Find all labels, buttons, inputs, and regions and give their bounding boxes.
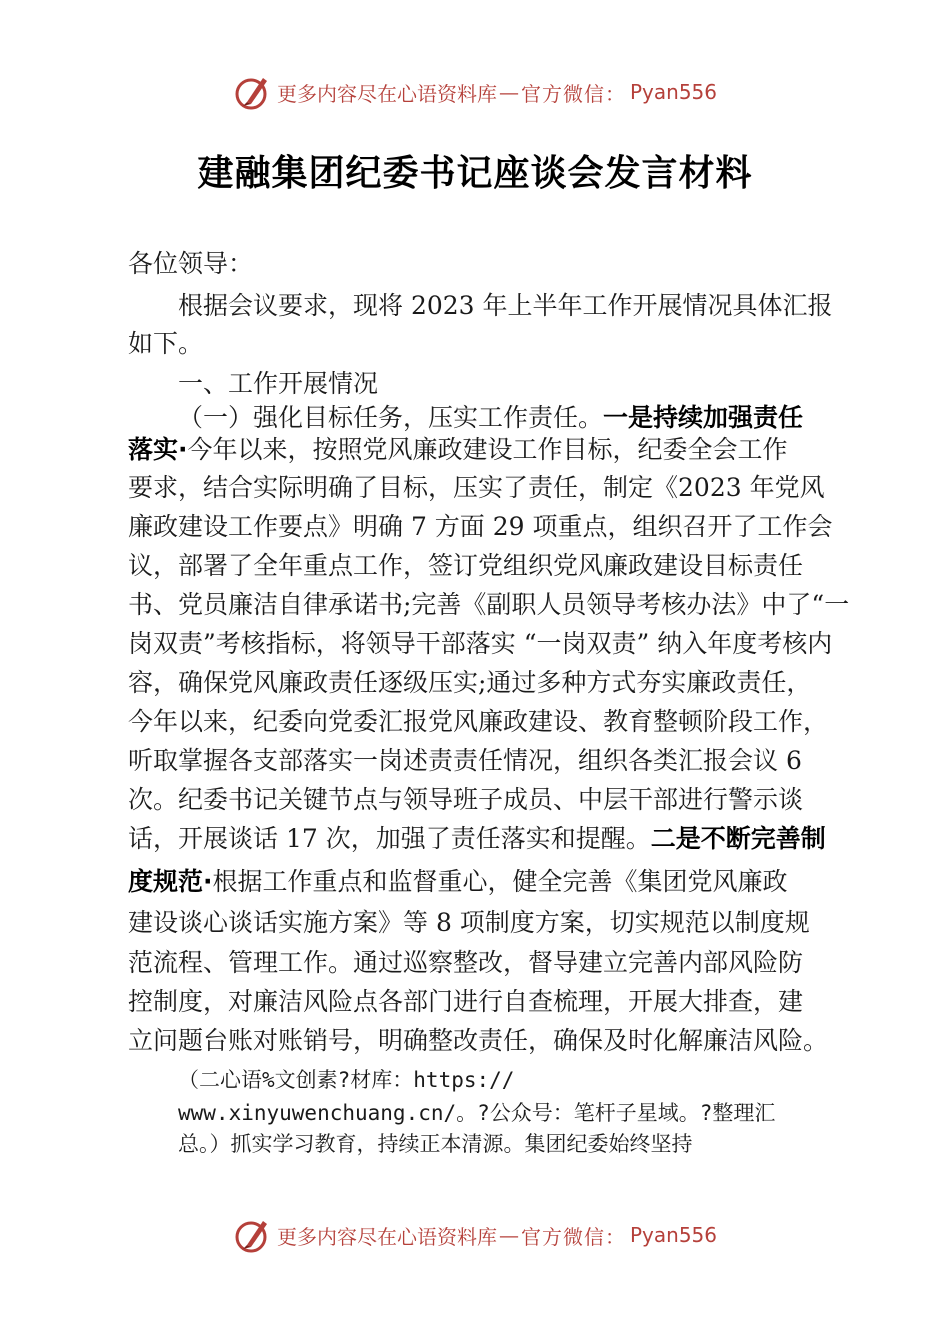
paragraph-1-line-1 bbox=[128, 430, 788, 466]
paragraph-2-line-2: 建设谈心谈话实施方案》等 8 项制度方案，切实规范以制度规 bbox=[128, 908, 810, 937]
sub-2-line-1: （二心语%文创素?材库：https:// bbox=[178, 1068, 515, 1092]
paragraph-1-line-2: 要求，结合实际明确了目标，压实了责任，制定《2023 年党风 bbox=[128, 473, 825, 502]
paragraph-1-line-7: 容，确保党风廉政责任逐级压实;通过多种方式夯实廉政责任， bbox=[128, 668, 812, 697]
point-1-bold-b: 落实· bbox=[128, 435, 188, 464]
section-1-heading: 一、工作开展情况 bbox=[178, 369, 379, 398]
paragraph-1-line-8: 今年以来，纪委向党委汇报党风廉政建设、教育整顿阶段工作， bbox=[128, 707, 829, 736]
intro-line-2: 如下。 bbox=[128, 329, 204, 358]
banner-wechat-label: 官方微信： bbox=[520, 81, 626, 106]
footer-banner-text: 更多内容尽在心语资料库 bbox=[276, 1224, 497, 1249]
footer-banner-separator: — bbox=[498, 1223, 519, 1247]
paragraph-2-line-4: 控制度，对廉洁风险点各部门进行自查梳理，开展大排查，建 bbox=[128, 987, 804, 1016]
paragraph-1-line-9: 听取掌握各支部落实一岗述责责任情况，组织各类汇报会议 6 bbox=[128, 746, 802, 775]
point-2-bold-b: 度规范· bbox=[128, 867, 213, 896]
document-title: 建融集团纪委书记座谈会发言材料 bbox=[197, 152, 753, 194]
header-banner bbox=[0, 70, 950, 114]
footer-banner-wechat-id: Pyan556 bbox=[629, 1223, 717, 1247]
footer-banner bbox=[0, 1213, 950, 1257]
banner-text: 更多内容尽在心语资料库 bbox=[276, 81, 497, 106]
paragraph-1-line-6: 岗双责”考核指标，将领导干部落实 “一岗双责” 纳入年度考核内 bbox=[128, 629, 833, 658]
sub-1-heading-line bbox=[178, 398, 803, 434]
banner-separator: — bbox=[498, 80, 519, 104]
paragraph-1-line-3: 廉政建设工作要点》明确 7 方面 29 项重点，组织召开了工作会 bbox=[128, 512, 833, 541]
pen-nib-circle-logo-icon bbox=[233, 1215, 273, 1255]
paragraph-1-line-11 bbox=[128, 819, 826, 855]
point-2-bold-a: 二是不断完善制 bbox=[650, 824, 826, 853]
paragraph-1-line-10: 次。纪委书记关键节点与领导班子成员、中层干部进行警示谈 bbox=[128, 785, 804, 814]
paragraph-1-line-4: 议，部署了全年重点工作，签订党组织党风廉政建设目标责任 bbox=[128, 551, 804, 580]
banner-wechat-id: Pyan556 bbox=[629, 80, 717, 104]
paragraph-1-line-5: 书、党员廉洁自律承诺书;完善《副职人员领导考核办法》中了“一 bbox=[128, 590, 850, 619]
point-1-bold-a: 一是持续加强责任 bbox=[603, 403, 804, 432]
sub-2-line-2: www.xinyuwenchuang.cn/。?公众号：笔杆子星域。?整理汇 bbox=[178, 1101, 776, 1125]
paragraph-2-line-5: 立问题台账对账销号，明确整改责任，确保及时化解廉洁风险。 bbox=[128, 1026, 829, 1055]
intro-line-1: 根据会议要求，现将 2023 年上半年工作开展情况具体汇报 bbox=[178, 291, 833, 320]
sub-1-heading: （一）强化目标任务，压实工作责任。 bbox=[178, 403, 604, 432]
paragraph-1-line-1-text: 今年以来，按照党风廉政建设工作目标，纪委全会工作 bbox=[187, 435, 788, 464]
pen-nib-circle-logo-icon bbox=[233, 72, 273, 112]
footer-banner-wechat-label: 官方微信： bbox=[520, 1224, 626, 1249]
paragraph-2-line-1-text: 根据工作重点和监督重心，健全完善《集团党风廉政 bbox=[212, 867, 788, 896]
paragraph-1-line-11-text: 话，开展谈话 17 次，加强了责任落实和提醒。 bbox=[128, 824, 651, 853]
salutation: 各位领导： bbox=[128, 249, 254, 278]
sub-2-line-3: 总。）抓实学习教育，持续正本清源。集团纪委始终坚持 bbox=[178, 1132, 693, 1156]
paragraph-2-line-1 bbox=[128, 862, 788, 898]
paragraph-2-line-3: 范流程、管理工作。通过巡察整改，督导建立完善内部风险防 bbox=[128, 948, 804, 977]
